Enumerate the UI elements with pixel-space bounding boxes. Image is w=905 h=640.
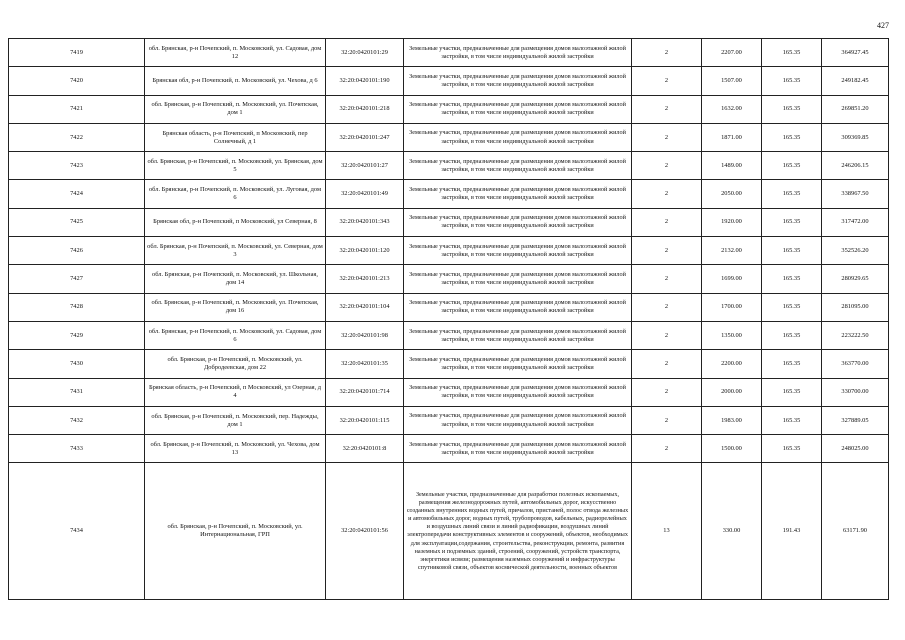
land-purpose-cell: Земельные участки, предназначенные для размещения домов малоэтажной жилой застройки, в том числе индивидуальной жилой застройки bbox=[404, 435, 632, 463]
area-cell: 1632.00 bbox=[702, 95, 762, 123]
address-cell: обл. Брянская, р-н Почепский, п. Московский, ул. Почепская, дом 1 bbox=[145, 95, 326, 123]
rate-cell: 165.35 bbox=[762, 406, 822, 434]
row-number: 7428 bbox=[9, 293, 145, 321]
address-cell: Брянская область, р-н Почепский, п Московский, пер Солнечный, д 1 bbox=[145, 123, 326, 151]
address-cell: обл. Брянская, р-н Почепский, п. Московский, ул. Садовая, дом 12 bbox=[145, 39, 326, 67]
land-purpose-cell: Земельные участки, предназначенные для размещения домов малоэтажной жилой застройки, в том числе индивидуальной жилой застройки bbox=[404, 237, 632, 265]
cadastral-number-cell: 32:20:0420101:98 bbox=[326, 321, 404, 349]
rate-cell: 165.35 bbox=[762, 180, 822, 208]
address-cell: обл. Брянская, р-н Почепский, п. Московский, ул. Почепская, дом 16 bbox=[145, 293, 326, 321]
land-purpose-cell: Земельные участки, предназначенные для размещения домов малоэтажной жилой застройки, в том числе индивидуальной жилой застройки bbox=[404, 350, 632, 378]
table-body bbox=[9, 39, 889, 600]
group-cell: 2 bbox=[632, 123, 702, 151]
group-cell: 13 bbox=[632, 463, 702, 600]
row-number: 7427 bbox=[9, 265, 145, 293]
area-cell: 2050.00 bbox=[702, 180, 762, 208]
address-cell: обл. Брянская, р-н Почепский, п. Московский, ул. Северная, дом 3 bbox=[145, 237, 326, 265]
table-row bbox=[9, 67, 889, 95]
group-cell: 2 bbox=[632, 237, 702, 265]
address-cell: обл. Брянская, р-н Почепский, п. Московский, ул. Школьная, дом 14 bbox=[145, 265, 326, 293]
group-cell: 2 bbox=[632, 435, 702, 463]
cadastral-value-cell: 364927.45 bbox=[822, 39, 889, 67]
group-cell: 2 bbox=[632, 95, 702, 123]
row-number: 7419 bbox=[9, 39, 145, 67]
row-number: 7433 bbox=[9, 435, 145, 463]
cadastral-table bbox=[8, 38, 889, 600]
cadastral-value-cell: 280929.65 bbox=[822, 265, 889, 293]
land-purpose-cell: Земельные участки, предназначенные для размещения домов малоэтажной жилой застройки, в том числе индивидуальной жилой застройки bbox=[404, 265, 632, 293]
table-row bbox=[9, 378, 889, 406]
row-number: 7434 bbox=[9, 463, 145, 600]
table-row bbox=[9, 123, 889, 151]
land-purpose-cell: Земельные участки, предназначенные для размещения домов малоэтажной жилой застройки, в том числе индивидуальной жилой застройки bbox=[404, 406, 632, 434]
table-row bbox=[9, 463, 889, 600]
row-number: 7432 bbox=[9, 406, 145, 434]
area-cell: 2132.00 bbox=[702, 237, 762, 265]
address-cell: обл. Брянская, р-н Почепский, п. Московский, ул. Брянская, дом 5 bbox=[145, 152, 326, 180]
cadastral-value-cell: 317472.00 bbox=[822, 208, 889, 236]
cadastral-number-cell: 32:20:0420101:49 bbox=[326, 180, 404, 208]
table-row bbox=[9, 321, 889, 349]
group-cell: 2 bbox=[632, 293, 702, 321]
table-row bbox=[9, 180, 889, 208]
cadastral-number-cell: 32:20:0420101:29 bbox=[326, 39, 404, 67]
row-number: 7420 bbox=[9, 67, 145, 95]
cadastral-value-cell: 281095.00 bbox=[822, 293, 889, 321]
address-cell: обл. Брянская, р-н Почепский, п. Московский, ул. Чехова, дом 13 bbox=[145, 435, 326, 463]
row-number: 7425 bbox=[9, 208, 145, 236]
table-row bbox=[9, 265, 889, 293]
cadastral-value-cell: 246206.15 bbox=[822, 152, 889, 180]
group-cell: 2 bbox=[632, 152, 702, 180]
page-number: 427 bbox=[877, 21, 889, 30]
address-cell: Брянская область, р-н Почепский, п Московский, ул Озерная, д 4 bbox=[145, 378, 326, 406]
area-cell: 1507.00 bbox=[702, 67, 762, 95]
rate-cell: 165.35 bbox=[762, 350, 822, 378]
address-cell: обл. Брянская, р-н Почепский, п. Московский, ул. Луговая, дом 6 bbox=[145, 180, 326, 208]
cadastral-number-cell: 32:20:0420101:8 bbox=[326, 435, 404, 463]
land-purpose-cell: Земельные участки, предназначенные для размещения домов малоэтажной жилой застройки, в том числе индивидуальной жилой застройки bbox=[404, 208, 632, 236]
cadastral-number-cell: 32:20:0420101:247 bbox=[326, 123, 404, 151]
table-row bbox=[9, 406, 889, 434]
rate-cell: 165.35 bbox=[762, 67, 822, 95]
table-row bbox=[9, 152, 889, 180]
rate-cell: 165.35 bbox=[762, 95, 822, 123]
cadastral-value-cell: 63171.90 bbox=[822, 463, 889, 600]
cadastral-value-cell: 269851.20 bbox=[822, 95, 889, 123]
cadastral-number-cell: 32:20:0420101:714 bbox=[326, 378, 404, 406]
row-number: 7429 bbox=[9, 321, 145, 349]
address-cell: Брянская обл, р-н Почепский, п. Московский, ул. Чехова, д 6 bbox=[145, 67, 326, 95]
area-cell: 2200.00 bbox=[702, 350, 762, 378]
land-purpose-cell: Земельные участки, предназначенные для размещения домов малоэтажной жилой застройки, в том числе индивидуальной жилой застройки bbox=[404, 67, 632, 95]
rate-cell: 165.35 bbox=[762, 321, 822, 349]
land-purpose-cell: Земельные участки, предназначенные для размещения домов малоэтажной жилой застройки, в том числе индивидуальной жилой застройки bbox=[404, 39, 632, 67]
area-cell: 1699.00 bbox=[702, 265, 762, 293]
row-number: 7423 bbox=[9, 152, 145, 180]
row-number: 7424 bbox=[9, 180, 145, 208]
cadastral-value-cell: 327889.05 bbox=[822, 406, 889, 434]
table-row bbox=[9, 208, 889, 236]
cadastral-value-cell: 248025.00 bbox=[822, 435, 889, 463]
cadastral-number-cell: 32:20:0420101:343 bbox=[326, 208, 404, 236]
land-purpose-cell: Земельные участки, предназначенные для размещения домов малоэтажной жилой застройки, в том числе индивидуальной жилой застройки bbox=[404, 95, 632, 123]
group-cell: 2 bbox=[632, 67, 702, 95]
area-cell: 2207.00 bbox=[702, 39, 762, 67]
group-cell: 2 bbox=[632, 406, 702, 434]
cadastral-number-cell: 32:20:0420101:115 bbox=[326, 406, 404, 434]
row-number: 7426 bbox=[9, 237, 145, 265]
rate-cell: 165.35 bbox=[762, 39, 822, 67]
cadastral-value-cell: 309369.85 bbox=[822, 123, 889, 151]
table-row bbox=[9, 237, 889, 265]
table-row bbox=[9, 39, 889, 67]
row-number: 7430 bbox=[9, 350, 145, 378]
land-purpose-cell: Земельные участки, предназначенные для размещения домов малоэтажной жилой застройки, в том числе индивидуальной жилой застройки bbox=[404, 180, 632, 208]
rate-cell: 165.35 bbox=[762, 265, 822, 293]
cadastral-value-cell: 338967.50 bbox=[822, 180, 889, 208]
cadastral-value-cell: 363770.00 bbox=[822, 350, 889, 378]
rate-cell: 165.35 bbox=[762, 435, 822, 463]
table-row bbox=[9, 435, 889, 463]
address-cell: обл. Брянская, р-н Почепский, п. Московский, ул. Добродеевская, дом 22 bbox=[145, 350, 326, 378]
area-cell: 1920.00 bbox=[702, 208, 762, 236]
rate-cell: 165.35 bbox=[762, 293, 822, 321]
cadastral-number-cell: 32:20:0420101:190 bbox=[326, 67, 404, 95]
land-purpose-cell: Земельные участки, предназначенные для размещения домов малоэтажной жилой застройки, в том числе индивидуальной жилой застройки bbox=[404, 378, 632, 406]
area-cell: 1489.00 bbox=[702, 152, 762, 180]
area-cell: 2000.00 bbox=[702, 378, 762, 406]
land-purpose-cell: Земельные участки, предназначенные для размещения домов малоэтажной жилой застройки, в том числе индивидуальной жилой застройки bbox=[404, 293, 632, 321]
group-cell: 2 bbox=[632, 180, 702, 208]
rate-cell: 165.35 bbox=[762, 123, 822, 151]
table-row bbox=[9, 350, 889, 378]
cadastral-number-cell: 32:20:0420101:213 bbox=[326, 265, 404, 293]
group-cell: 2 bbox=[632, 378, 702, 406]
group-cell: 2 bbox=[632, 350, 702, 378]
group-cell: 2 bbox=[632, 39, 702, 67]
cadastral-number-cell: 32:20:0420101:27 bbox=[326, 152, 404, 180]
row-number: 7422 bbox=[9, 123, 145, 151]
group-cell: 2 bbox=[632, 265, 702, 293]
cadastral-number-cell: 32:20:0420101:104 bbox=[326, 293, 404, 321]
cadastral-value-cell: 249182.45 bbox=[822, 67, 889, 95]
area-cell: 1500.00 bbox=[702, 435, 762, 463]
rate-cell: 165.35 bbox=[762, 152, 822, 180]
rate-cell: 165.35 bbox=[762, 237, 822, 265]
address-cell: обл. Брянская, р-н Почепский, п. Московский, ул. Интернациональная, ГРП bbox=[145, 463, 326, 600]
area-cell: 1350.00 bbox=[702, 321, 762, 349]
land-purpose-cell: Земельные участки, предназначенные для размещения домов малоэтажной жилой застройки, в том числе индивидуальной жилой застройки bbox=[404, 152, 632, 180]
rate-cell: 191.43 bbox=[762, 463, 822, 600]
cadastral-number-cell: 32:20:0420101:218 bbox=[326, 95, 404, 123]
cadastral-number-cell: 32:20:0420101:120 bbox=[326, 237, 404, 265]
row-number: 7421 bbox=[9, 95, 145, 123]
cadastral-value-cell: 223222.50 bbox=[822, 321, 889, 349]
group-cell: 2 bbox=[632, 208, 702, 236]
area-cell: 330.00 bbox=[702, 463, 762, 600]
area-cell: 1983.00 bbox=[702, 406, 762, 434]
land-purpose-cell: Земельные участки, предназначенные для размещения домов малоэтажной жилой застройки, в том числе индивидуальной жилой застройки bbox=[404, 321, 632, 349]
land-purpose-cell: Земельные участки, предназначенные для размещения домов малоэтажной жилой застройки, в том числе индивидуальной жилой застройки bbox=[404, 123, 632, 151]
address-cell: обл. Брянская, р-н Почепский, п. Московский, пер. Надежды, дом 1 bbox=[145, 406, 326, 434]
area-cell: 1871.00 bbox=[702, 123, 762, 151]
table-row bbox=[9, 95, 889, 123]
rate-cell: 165.35 bbox=[762, 208, 822, 236]
address-cell: обл. Брянская, р-н Почепский, п. Московский, ул. Садовая, дом 6 bbox=[145, 321, 326, 349]
rate-cell: 165.35 bbox=[762, 378, 822, 406]
land-purpose-cell: Земельные участки, предназначенные для разработки полезных ископаемых, размещения железнодорожных путей, автомобильных дорог, искусственно созданных внутренних водных путей, причалов, пристаней, полос отвода железных и автомобильных дорог, водных путей, трубопроводов, кабельных, радиорелейных и воздушных линий связи и линий радиофикации, воздушных линий электропередачи конструктивных элементов и сооружений, объектов, необходимых для эксплуатации,содержания, строительства, реконструкции, ремонта, развития наземных и подземных зданий, строений, сооружений, устройств транспорта, энергетики исвязи; размещения наземных сооружений и инфраструктуры спутниковой связи, объектов космической деятельности, военных объектов bbox=[404, 463, 632, 600]
row-number: 7431 bbox=[9, 378, 145, 406]
address-cell: Брянская обл, р-н Почепский, п Московский, ул Северная, 8 bbox=[145, 208, 326, 236]
cadastral-value-cell: 352526.20 bbox=[822, 237, 889, 265]
table-row bbox=[9, 293, 889, 321]
cadastral-number-cell: 32:20:0420101:56 bbox=[326, 463, 404, 600]
cadastral-value-cell: 330700.00 bbox=[822, 378, 889, 406]
cadastral-number-cell: 32:20:0420101:35 bbox=[326, 350, 404, 378]
area-cell: 1700.00 bbox=[702, 293, 762, 321]
group-cell: 2 bbox=[632, 321, 702, 349]
